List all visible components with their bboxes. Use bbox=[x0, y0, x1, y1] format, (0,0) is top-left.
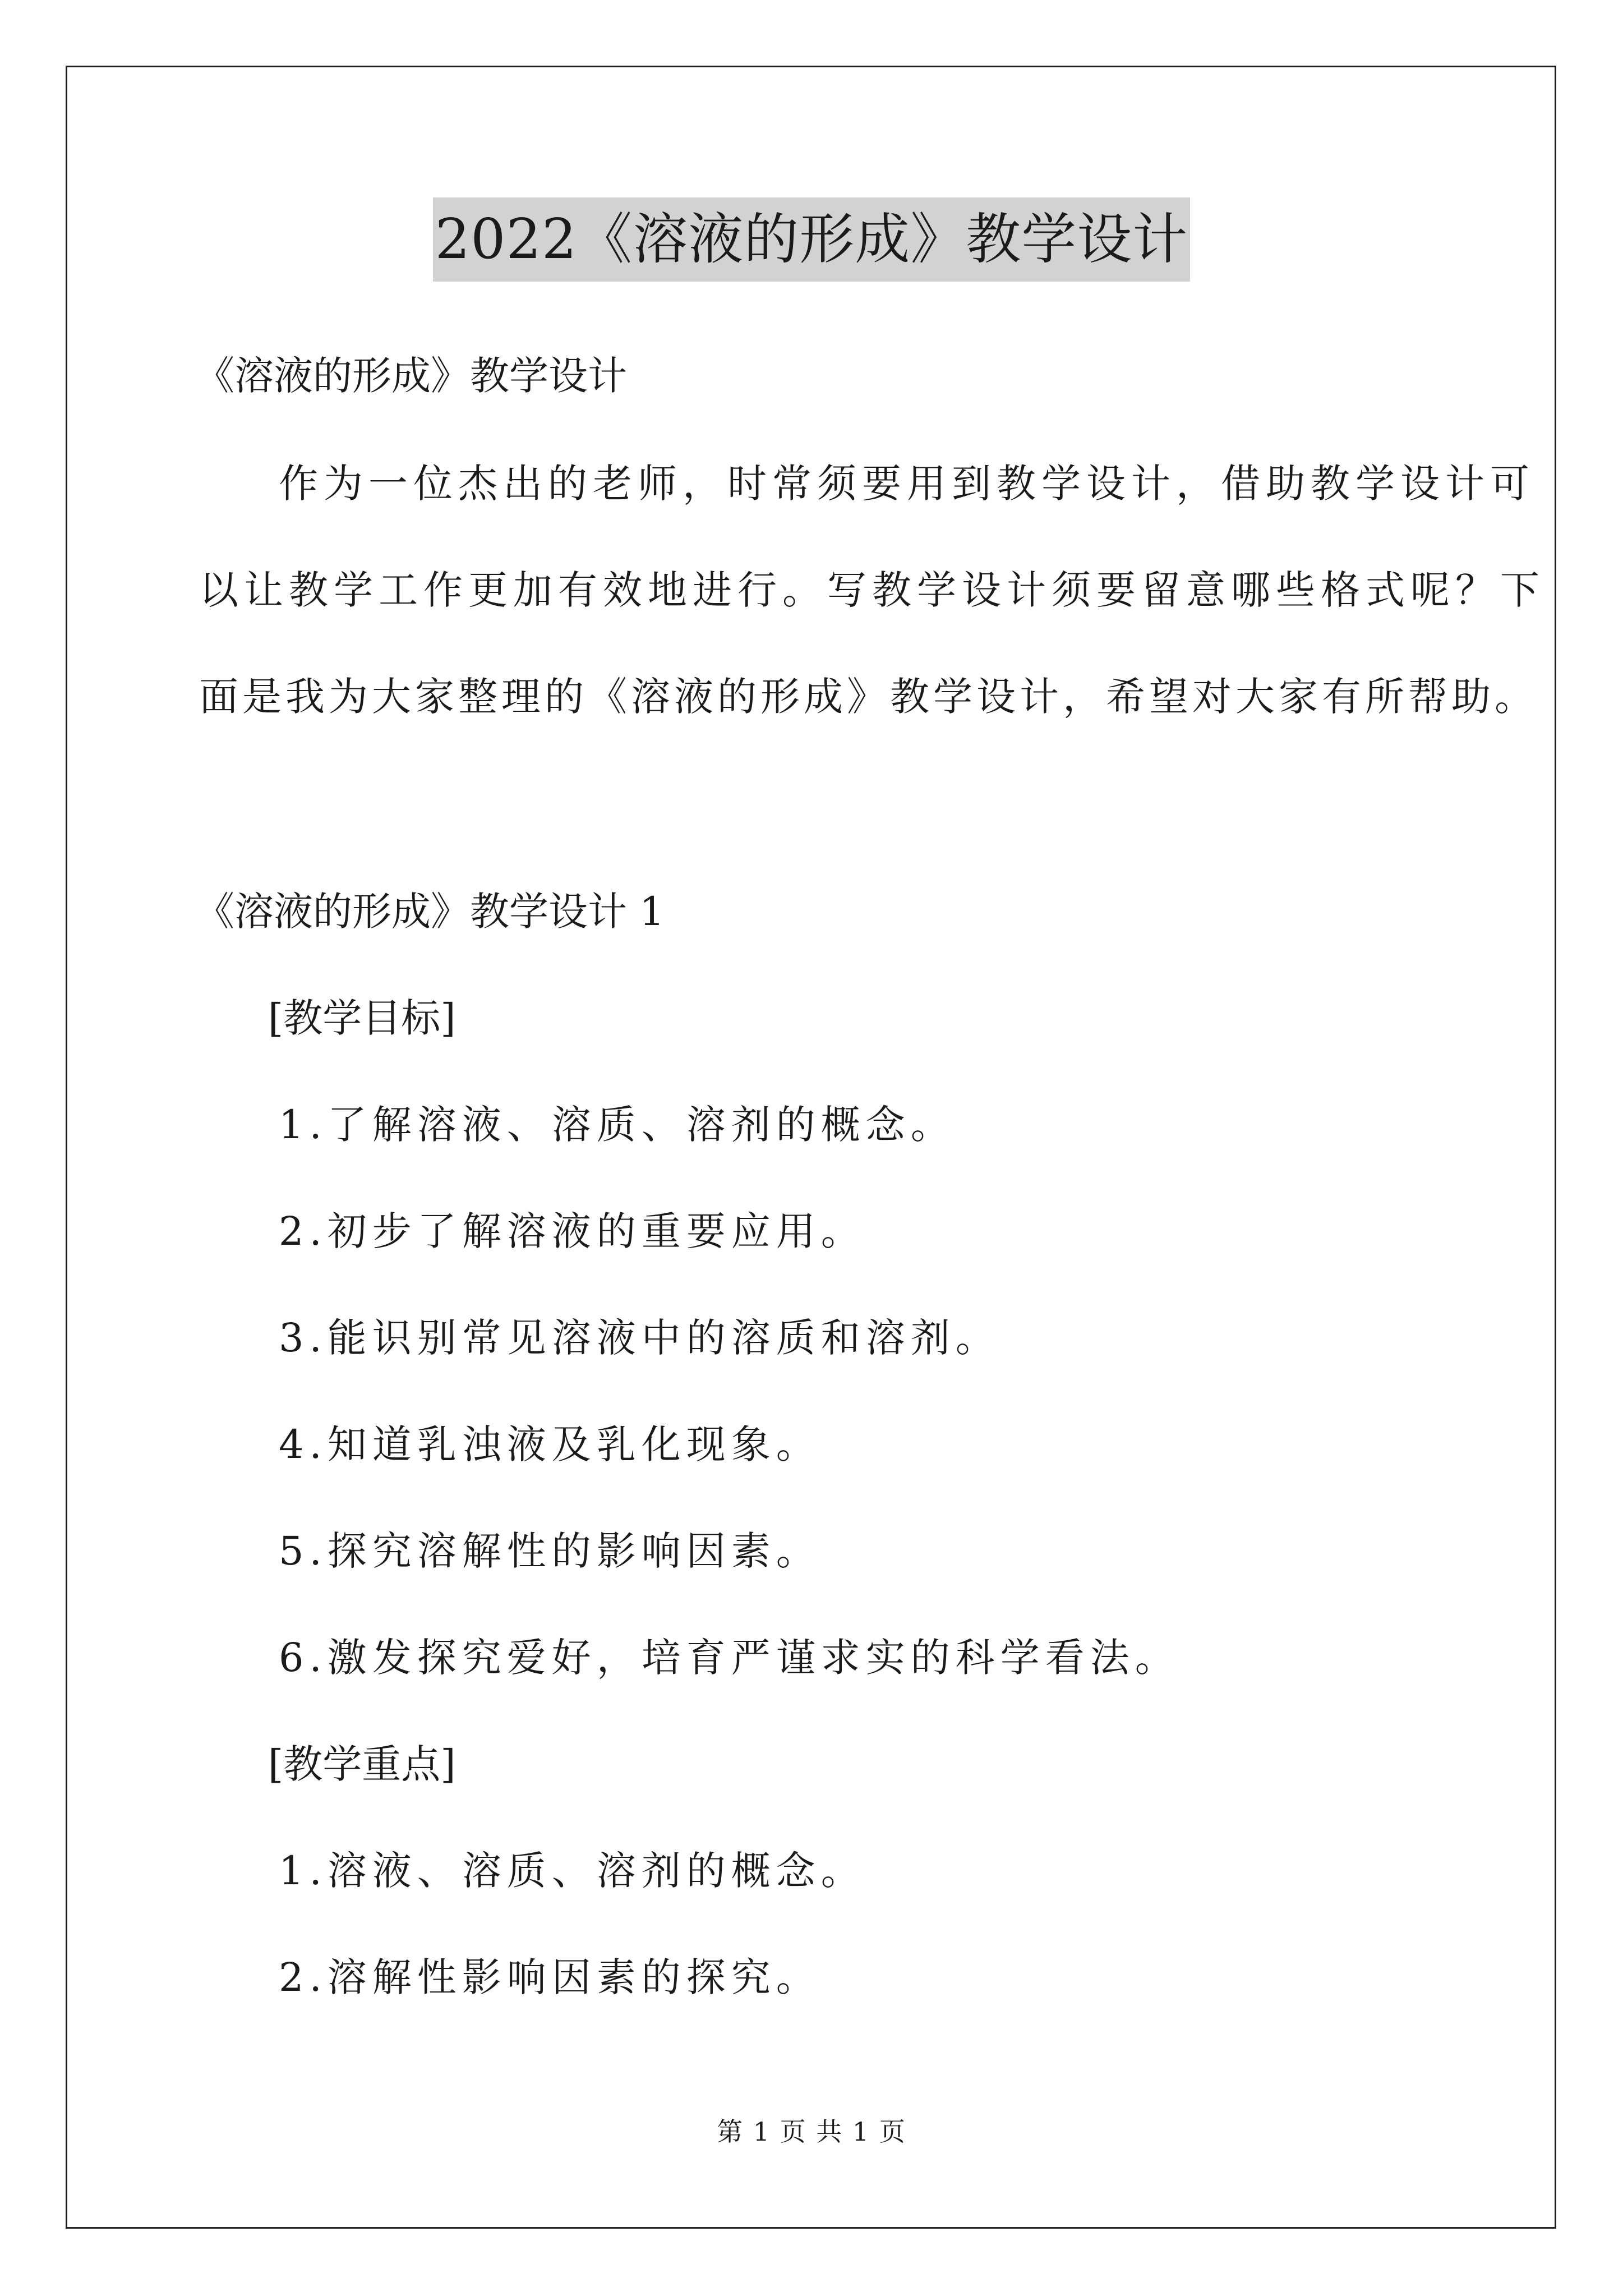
key-point-item: 2.溶解性影响因素的探究。 bbox=[279, 1954, 821, 2000]
goals-heading: [教学目标] bbox=[268, 995, 456, 1041]
goal-item: 4.知道乳浊液及乳化现象。 bbox=[279, 1421, 821, 1467]
goal-item: 3.能识别常见溶液中的溶质和溶剂。 bbox=[279, 1315, 1000, 1361]
title-container bbox=[0, 197, 1623, 282]
intro-line-2: 以让教学工作更加有效地进行。写教学设计须要留意哪些格式呢？下 bbox=[199, 567, 1545, 613]
document-title: 2022《溶液的形成》教学设计 bbox=[433, 197, 1190, 282]
intro-line-1: 作为一位杰出的老师，时常须要用到教学设计，借助教学设计可 bbox=[279, 461, 1535, 507]
goal-item: 5.探究溶解性的影响因素。 bbox=[279, 1528, 821, 1574]
key-point-item: 1.溶液、溶质、溶剂的概念。 bbox=[279, 1848, 866, 1894]
goal-item: 1.了解溶液、溶质、溶剂的概念。 bbox=[279, 1102, 956, 1148]
goal-item: 6.激发探究爱好，培育严谨求实的科学看法。 bbox=[279, 1635, 1180, 1681]
intro-line-3: 面是我为大家整理的《溶液的形成》教学设计，希望对大家有所帮助。 bbox=[199, 674, 1538, 720]
goal-item: 2.初步了解溶液的重要应用。 bbox=[279, 1208, 866, 1254]
page-footer: 第 1 页 共 1 页 bbox=[717, 2116, 906, 2147]
subtitle: 《溶液的形成》教学设计 bbox=[195, 353, 627, 399]
key-points-heading: [教学重点] bbox=[268, 1741, 456, 1787]
section-heading: 《溶液的形成》教学设计 1 bbox=[195, 889, 665, 935]
